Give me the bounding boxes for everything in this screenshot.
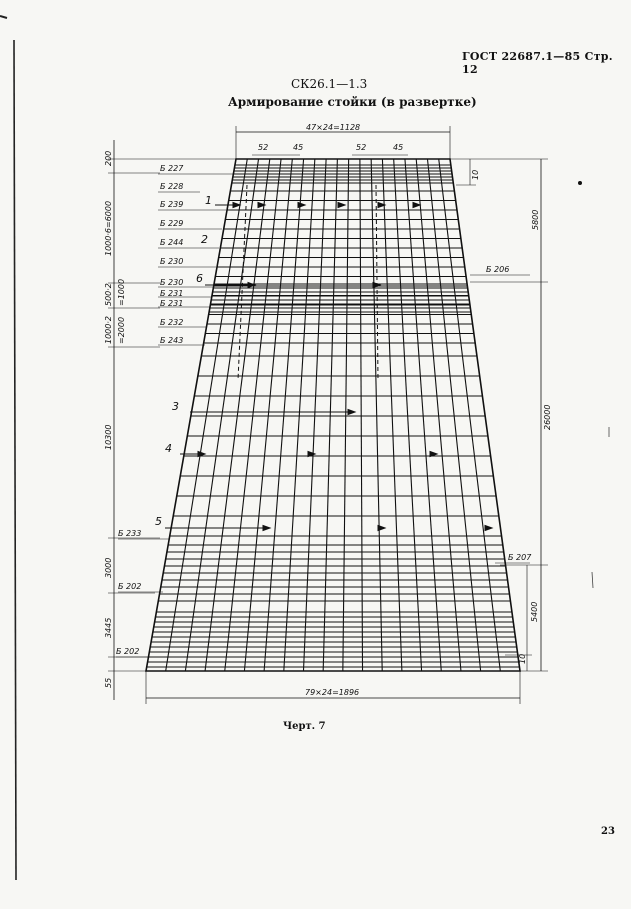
bar-label-b206: Б 206 xyxy=(486,265,510,274)
arrowhead xyxy=(378,526,385,531)
left-dim-55: 55 xyxy=(104,677,113,688)
bar-label-b230a: Б 230 xyxy=(160,257,184,266)
arrowhead xyxy=(348,410,355,415)
binding-mark xyxy=(14,40,16,880)
bar-label-b244: Б 244 xyxy=(160,238,184,247)
position-3: 3 xyxy=(172,400,179,413)
right-dim-10-bottom: 10 xyxy=(518,653,527,664)
arrowhead xyxy=(413,203,420,208)
position-5: 5 xyxy=(155,515,162,528)
spacing-label-a: 52 xyxy=(258,143,269,152)
bar-label-b228: Б 228 xyxy=(160,182,184,191)
standard-header: ГОСТ 22687.1—85 Стр. 12 xyxy=(462,50,613,76)
position-1: 1 xyxy=(205,194,212,207)
left-dim-1000x2: 1000·2 xyxy=(104,316,113,344)
right-dim-10-top: 10 xyxy=(471,169,480,180)
right-dim-5800: 5800 xyxy=(531,209,540,230)
right-dim-5400: 5400 xyxy=(530,601,539,622)
bar-label-b229: Б 229 xyxy=(160,219,184,228)
bar-label-b227: Б 227 xyxy=(160,164,184,173)
left-dim-3000: 3000 xyxy=(104,557,113,578)
bar-label-b243: Б 243 xyxy=(160,336,184,345)
left-dim-1000: =1000 xyxy=(117,278,126,306)
arrowhead xyxy=(485,526,492,531)
bar-label-b233: Б 233 xyxy=(118,529,142,538)
arrowhead xyxy=(298,203,305,208)
bar-label-b231a: Б 231 xyxy=(160,289,184,298)
binding-tick xyxy=(0,16,7,18)
left-dim-10300: 10300 xyxy=(104,424,113,450)
dashed-line-right xyxy=(376,185,378,380)
bottom-width-label: 79×24=1896 xyxy=(305,688,360,697)
spacing-label-d: 45 xyxy=(393,143,404,152)
position-4: 4 xyxy=(165,442,172,455)
bar-label-b230b: Б 230 xyxy=(160,278,184,287)
figure-caption: Черт. 7 xyxy=(283,721,326,732)
drawing-subtitle: Армирование стойки (в развертке) xyxy=(228,95,477,109)
bar-label-b239: Б 239 xyxy=(160,200,184,209)
arrowhead xyxy=(233,203,240,208)
arrowhead xyxy=(338,203,345,208)
left-dim-200: 200 xyxy=(104,150,113,166)
bar-label-b202b: Б 202 xyxy=(116,647,140,656)
bar-label-b232: Б 232 xyxy=(160,318,184,327)
bar-label-b231b: Б 231 xyxy=(160,299,184,308)
bar-label-b207: Б 207 xyxy=(508,553,532,562)
drawing-title: СК26.1—1.3 xyxy=(291,77,368,91)
right-dim-26000: 26000 xyxy=(543,404,552,430)
left-dim-6000: 1000·6=6000 xyxy=(104,200,113,256)
margin-dot xyxy=(578,181,582,185)
spacing-label-c: 52 xyxy=(356,143,367,152)
arrowhead xyxy=(373,283,380,288)
page-number: 23 xyxy=(601,826,615,837)
spacing-label-b: 45 xyxy=(293,143,304,152)
position-2: 2 xyxy=(201,233,208,246)
left-dim-2000: =2000 xyxy=(117,316,126,344)
position-6: 6 xyxy=(196,272,203,285)
arrowhead xyxy=(263,526,270,531)
margin-tick-2 xyxy=(592,572,593,588)
left-dim-500: 500·2 xyxy=(104,283,113,306)
bar-label-b202a: Б 202 xyxy=(118,582,142,591)
top-width-label: 47×24=1128 xyxy=(306,123,361,132)
left-dim-3445: 3445 xyxy=(104,617,113,638)
